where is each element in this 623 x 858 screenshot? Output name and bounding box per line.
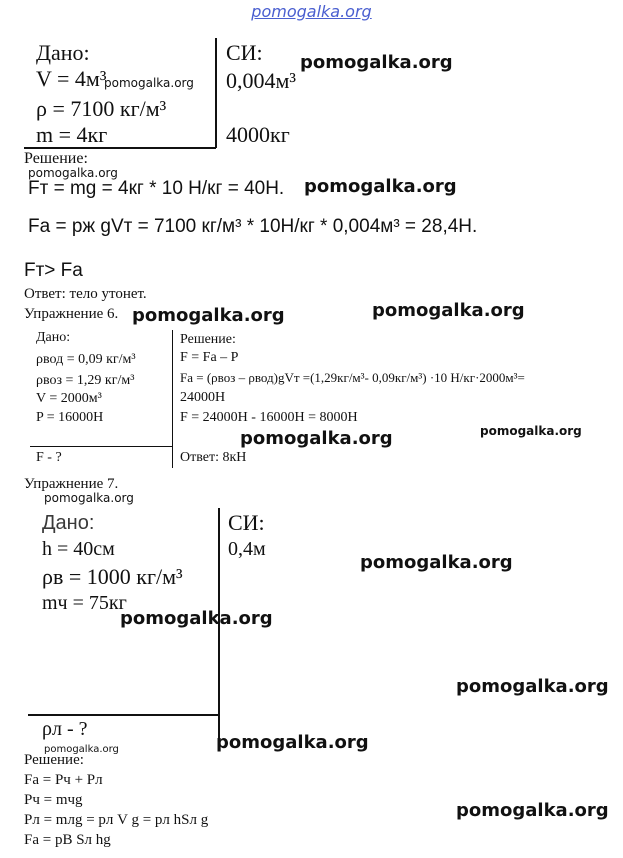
task7-si-line: 0,4м xyxy=(228,538,266,560)
task7-given-line: h = 40см xyxy=(42,538,115,560)
watermark: pomogalka.org xyxy=(304,176,457,197)
watermark: pomogalka.org xyxy=(216,732,369,753)
watermark: pomogalka.org xyxy=(372,300,525,321)
task7-solution-line: Pл = mлg = pл V g = pл hSл g xyxy=(24,812,209,828)
task5-divider-horizontal xyxy=(24,147,216,149)
site-header-text[interactable]: pomogalka.org xyxy=(251,2,372,21)
task5-given-line: V = 4м³ xyxy=(36,66,107,91)
task6-solution-line: F = 24000Н - 16000Н = 8000Н xyxy=(180,410,358,425)
watermark: pomogalka.org xyxy=(360,552,513,573)
task5-si-line: 0,004м³ xyxy=(226,68,297,93)
task5-given-line: ρ = 7100 кг/м³ xyxy=(36,96,167,121)
task5-solution-title: Решение: xyxy=(24,150,88,167)
site-header[interactable] xyxy=(0,2,623,22)
task7-find: ρл - ? xyxy=(42,718,88,740)
watermark: pomogalka.org xyxy=(480,424,582,438)
task7-given-title: Дано: xyxy=(42,512,95,534)
task7-title: Упражнение 7. xyxy=(24,476,119,492)
task6-find: F - ? xyxy=(36,450,62,465)
task6-solution-line: 24000Н xyxy=(180,390,226,405)
task7-solution-title: Решение: xyxy=(24,752,84,768)
watermark: pomogalka.org xyxy=(300,52,453,73)
task6-divider-vertical xyxy=(172,330,173,468)
watermark: pomogalka.org xyxy=(44,744,119,755)
task5-formula-gravity: Fт = mg = 4кг * 10 Н/кг = 40Н. xyxy=(28,178,285,199)
task5-si-title: СИ: xyxy=(226,40,263,65)
task6-given-line: P = 16000Н xyxy=(36,410,104,425)
watermark: pomogalka.org xyxy=(240,428,393,449)
watermark: pomogalka.org xyxy=(44,491,134,505)
watermark: pomogalka.org xyxy=(456,676,609,697)
task7-si-title: СИ: xyxy=(228,510,265,535)
task6-given-line: V = 2000м³ xyxy=(36,391,102,406)
task6-solution-line: Fа = (ρвоз – ρвод)gVт =(1,29кг/м³- 0,09кг/м³) ·10 Н/кг·2000м³= xyxy=(180,370,525,385)
task6-given-title: Дано: xyxy=(36,330,71,345)
task5-divider-vertical xyxy=(215,38,217,148)
watermark: pomogalka.org xyxy=(104,76,194,90)
task5-given-title: Дано: xyxy=(36,40,90,65)
task5-formula-archimedes: Fа = pж gVт = 7100 кг/м³ * 10Н/кг * 0,004м³ = 28,4Н. xyxy=(28,216,478,237)
task5-answer: Ответ: тело утонет. xyxy=(24,286,147,302)
task7-divider-horizontal xyxy=(28,714,219,716)
task6-solution-title: Решение: xyxy=(180,332,236,347)
task7-solution-line: Pч = mчg xyxy=(24,792,83,808)
task7-solution-line: Fа = pB Sл hg xyxy=(24,832,111,848)
task6-given-line: ρвод = 0,09 кг/м³ xyxy=(36,352,136,367)
task5-comparison: Fт> Fа xyxy=(24,260,83,281)
task6-divider-horizontal xyxy=(30,446,173,447)
task7-given-line: mч = 75кг xyxy=(42,592,127,614)
watermark: pomogalka.org xyxy=(120,608,273,629)
task5-si-line: 4000кг xyxy=(226,122,290,147)
task7-given-line: ρв = 1000 кг/м³ xyxy=(42,564,183,589)
task7-solution-line: Fа = Pч + Pл xyxy=(24,772,103,788)
watermark: pomogalka.org xyxy=(132,305,285,326)
task6-given-line: ρвоз = 1,29 кг/м³ xyxy=(36,373,135,388)
task6-title: Упражнение 6. xyxy=(24,306,119,322)
task6-solution-line: F = Fа – P xyxy=(180,350,239,365)
watermark: pomogalka.org xyxy=(28,166,118,180)
task6-answer: Ответ: 8кН xyxy=(180,450,247,465)
task5-given-line: m = 4кг xyxy=(36,122,108,147)
watermark: pomogalka.org xyxy=(456,800,609,821)
